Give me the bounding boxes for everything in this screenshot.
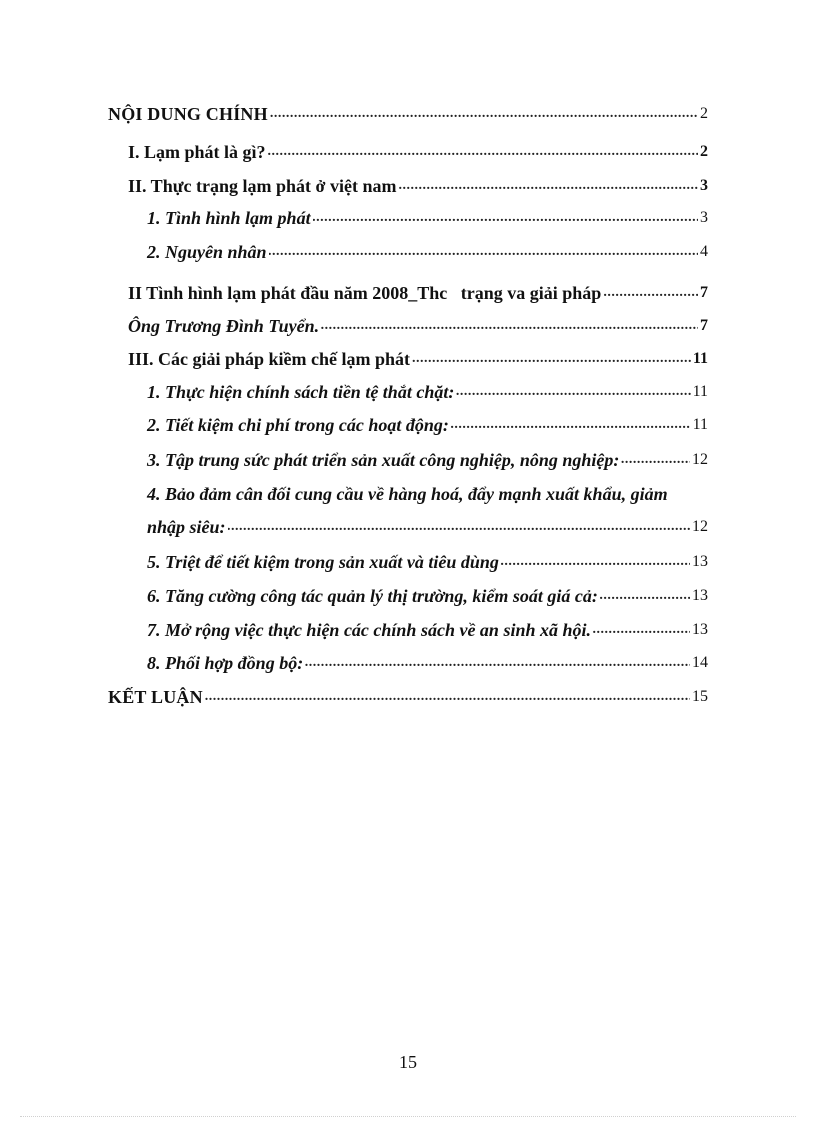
toc-entry-page: 15	[692, 688, 708, 705]
toc-entry-label: 4. Bảo đảm cân đối cung cầu về hàng hoá, đẩy mạnh xuất khẩu, giảm	[147, 484, 668, 504]
toc-entry-page: 12	[692, 518, 708, 535]
toc-entry-tiet-kiem-chi-phi[interactable]	[147, 414, 708, 436]
toc-entry-page: 11	[692, 416, 708, 433]
toc-entry-label: 3. Tập trung sức phát triển sản xuất công nghiệp, nông nghiệp:	[147, 450, 620, 470]
toc-entry-lam-phat-la-gi[interactable]	[128, 141, 708, 163]
toc-entry-label: III. Các giải pháp kiềm chế lạm phát	[128, 349, 411, 369]
toc-entry-tinh-hinh-lam-phat[interactable]	[147, 207, 708, 229]
toc-entry-label: 8. Phối hợp đồng bộ:	[147, 653, 304, 673]
toc-entry-quan-ly-thi-truong[interactable]	[147, 585, 708, 607]
toc-entry-page: 14	[692, 654, 708, 671]
toc-entry-page: 4	[700, 243, 708, 260]
toc-entry-label: 2. Tiết kiệm chi phí trong các hoạt động:	[147, 415, 449, 435]
toc-entry-page: 2	[700, 105, 708, 122]
toc-entry-label: 1. Thực hiện chính sách tiền tệ thắt chặt:	[147, 382, 455, 402]
toc-entry-nhap-sieu[interactable]	[147, 516, 708, 538]
dot-leader	[270, 107, 698, 121]
toc-entry-page: 7	[700, 317, 708, 334]
page-bottom-divider	[20, 1116, 796, 1117]
dot-leader	[621, 453, 690, 467]
dot-leader	[305, 656, 690, 670]
toc-entry-label: 5. Triệt để tiết kiệm trong sản xuất và tiêu dùng	[147, 552, 499, 572]
dot-leader	[603, 286, 698, 300]
toc-entry-label: 2. Nguyên nhân	[147, 242, 267, 262]
toc-entry-chinh-sach-tien-te[interactable]	[147, 381, 708, 403]
toc-entry-triet-de-tiet-kiem[interactable]	[147, 551, 708, 573]
dot-leader	[451, 418, 691, 432]
toc-entry-page: 11	[692, 350, 708, 367]
toc-entry-label: I. Lạm phát là gì?	[128, 142, 266, 162]
toc-entry-label: KẾT LUẬN	[108, 687, 203, 707]
toc-entry-thuc-trang-lam-phat[interactable]	[128, 175, 708, 197]
toc-entry-bao-dam-can-doi[interactable]	[147, 483, 668, 505]
toc-entry-nguyen-nhan[interactable]	[147, 241, 708, 263]
toc-entry-label: 6. Tăng cường công tác quản lý thị trường, kiểm soát giá cả:	[147, 586, 598, 606]
toc-entry-page: 11	[692, 383, 708, 400]
toc-entry-tap-trung-san-xuat[interactable]	[147, 449, 708, 471]
dot-leader	[398, 179, 698, 193]
toc-entry-label: II Tình hình lạm phát đầu năm 2008_Thc trạng va giải pháp	[128, 283, 602, 303]
toc-entry-tinh-hinh-2008[interactable]	[128, 282, 708, 304]
toc-entry-page: 3	[700, 209, 708, 226]
toc-entry-truong-dinh-tuyen[interactable]	[128, 315, 708, 337]
toc-entry-label: II. Thực trạng lạm phát ở việt nam	[128, 176, 397, 196]
toc-entry-phoi-hop-dong-bo[interactable]	[147, 652, 708, 674]
toc-entry-page: 12	[692, 451, 708, 468]
toc-entry-an-sinh-xa-hoi[interactable]	[147, 619, 708, 641]
dot-leader	[268, 145, 698, 159]
dot-leader	[313, 211, 698, 225]
toc-entry-giai-phap-kiem-che[interactable]	[128, 348, 708, 370]
toc-entry-noi-dung-chinh[interactable]	[108, 103, 708, 125]
dot-leader	[501, 555, 690, 569]
dot-leader	[269, 245, 698, 259]
toc-entry-page: 2	[700, 143, 708, 160]
dot-leader	[412, 352, 691, 366]
toc-entry-page: 13	[692, 553, 708, 570]
dot-leader	[321, 319, 698, 333]
toc-entry-label: 1. Tình hình lạm phát	[147, 208, 311, 228]
toc-entry-page: 13	[692, 587, 708, 604]
toc-entry-ket-luan[interactable]	[108, 686, 708, 708]
dot-leader	[456, 385, 690, 399]
toc-entry-label: NỘI DUNG CHÍNH	[108, 104, 268, 124]
toc-entry-page: 13	[692, 621, 708, 638]
dot-leader	[600, 589, 690, 603]
dot-leader	[228, 520, 690, 534]
dot-leader	[593, 623, 690, 637]
footer-page-number: 15	[399, 1052, 417, 1072]
toc-entry-label: nhập siêu:	[147, 517, 226, 537]
toc-entry-page: 7	[700, 284, 708, 301]
dot-leader	[205, 690, 690, 704]
toc-entry-page: 3	[700, 177, 708, 194]
toc-entry-label: 7. Mở rộng việc thực hiện các chính sách về an sinh xã hội.	[147, 620, 591, 640]
toc-entry-label: Ông Trương Đình Tuyển.	[128, 316, 320, 336]
